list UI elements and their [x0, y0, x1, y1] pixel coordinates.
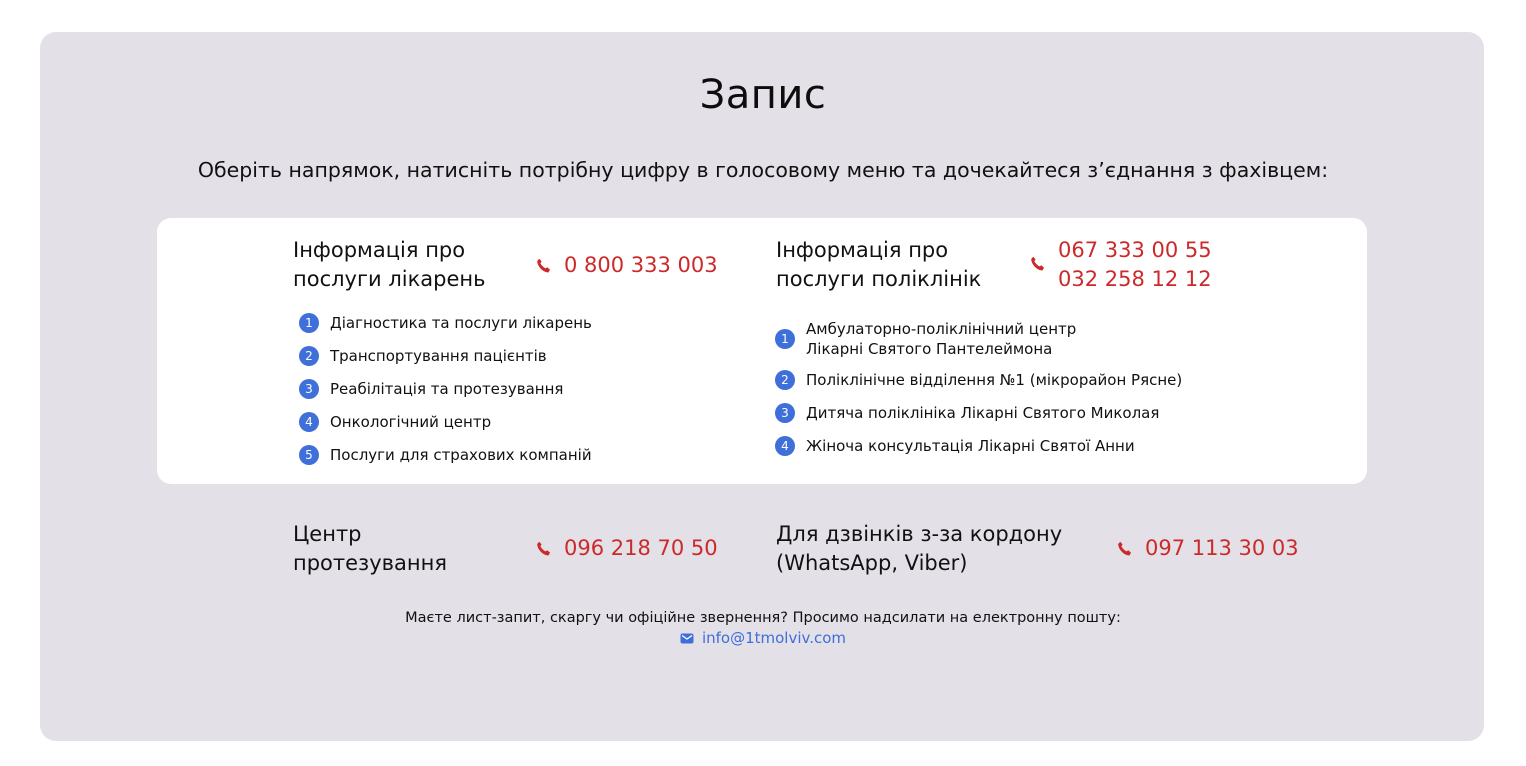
hospitals-phone[interactable]: 0 800 333 003 [564, 253, 718, 277]
hospitals-title-line1: Інформація про [293, 238, 466, 262]
hospitals-phone-link[interactable] [536, 251, 718, 280]
prosthetics-phone[interactable]: 096 218 70 50 [564, 536, 718, 560]
list-item-label: Поліклінічне відділення №1 (мікрорайон Рясне) [806, 371, 1183, 389]
number-badge: 5 [299, 445, 319, 465]
list-item [299, 346, 547, 366]
list-item [299, 412, 491, 432]
list-item-label: Послуги для страхових компаній [330, 446, 592, 464]
phone-icon [536, 541, 552, 557]
abroad-title [776, 520, 1062, 578]
hospitals-title-line2: послуги лікарень [293, 267, 486, 291]
polyclinics-title-line2: послуги поліклінік [776, 267, 982, 291]
abroad-phone[interactable]: 097 113 30 03 [1145, 536, 1299, 560]
polyclinics-phones [1058, 236, 1212, 294]
list-item [775, 436, 1135, 456]
list-item-label-line2: Лікарні Святого Пантелеймона [806, 340, 1053, 358]
email-address[interactable]: info@1tmolviv.com [701, 629, 847, 647]
list-item-label: Реабілітація та протезування [330, 380, 564, 398]
number-badge: 1 [299, 313, 319, 333]
number-badge: 3 [299, 379, 319, 399]
list-item [299, 313, 592, 333]
polyclinics-title [776, 236, 981, 294]
prosthetics-title-line2: протезування [293, 551, 447, 575]
number-badge: 4 [299, 412, 319, 432]
list-item-label: Жіноча консультація Лікарні Святої Анни [806, 437, 1135, 455]
contacts-card [157, 218, 1367, 484]
footer-text: Маєте лист-запит, скаргу чи офіційне звернення? Просимо надсилати на електронну пошту: [405, 610, 1121, 626]
polyclinics-phone-1[interactable]: 067 333 00 55 [1058, 238, 1212, 262]
list-item-label: Транспортування пацієнтів [330, 347, 547, 365]
number-badge: 3 [775, 403, 795, 423]
list-item-label-line1: Амбулаторно-поліклінічний центр [806, 320, 1077, 338]
prosthetics-title-line1: Центр [293, 522, 362, 546]
email-link[interactable] [0, 629, 1526, 647]
list-item-label: Діагностика та послуги лікарень [330, 314, 592, 332]
list-item [775, 403, 1159, 423]
list-item [299, 445, 592, 465]
list-item [299, 379, 563, 399]
list-item-label: Онкологічний центр [330, 413, 492, 431]
phone-icon [1030, 256, 1046, 272]
page-title: Запис [699, 72, 827, 118]
abroad-phone-link[interactable] [1117, 534, 1299, 563]
phone-icon [1117, 541, 1133, 557]
abroad-title-line2: (WhatsApp, Viber) [776, 551, 968, 575]
mail-icon [680, 633, 694, 644]
instructions-text: Оберіть напрямок, натисніть потрібну цифру в голосовому меню та дочекайтеся з’єднання з фахівцем: [197, 158, 1329, 182]
hospitals-menu-list [299, 313, 639, 473]
list-item-label: Дитяча поліклініка Лікарні Святого Миколая [806, 404, 1160, 422]
list-item [775, 370, 1182, 390]
polyclinics-menu-list [775, 319, 1215, 469]
polyclinics-phone-2[interactable]: 032 258 12 12 [1058, 267, 1212, 291]
prosthetics-phone-link[interactable] [536, 534, 718, 563]
phone-icon [536, 258, 552, 274]
prosthetics-title [293, 520, 447, 578]
number-badge: 4 [775, 436, 795, 456]
number-badge: 1 [775, 329, 795, 349]
polyclinics-title-line1: Інформація про [776, 238, 949, 262]
number-badge: 2 [775, 370, 795, 390]
list-item-label [806, 319, 1076, 359]
abroad-title-line1: Для дзвінків з-за кордону [776, 522, 1063, 546]
number-badge: 2 [299, 346, 319, 366]
list-item [775, 319, 1076, 359]
hospitals-title [293, 236, 486, 294]
